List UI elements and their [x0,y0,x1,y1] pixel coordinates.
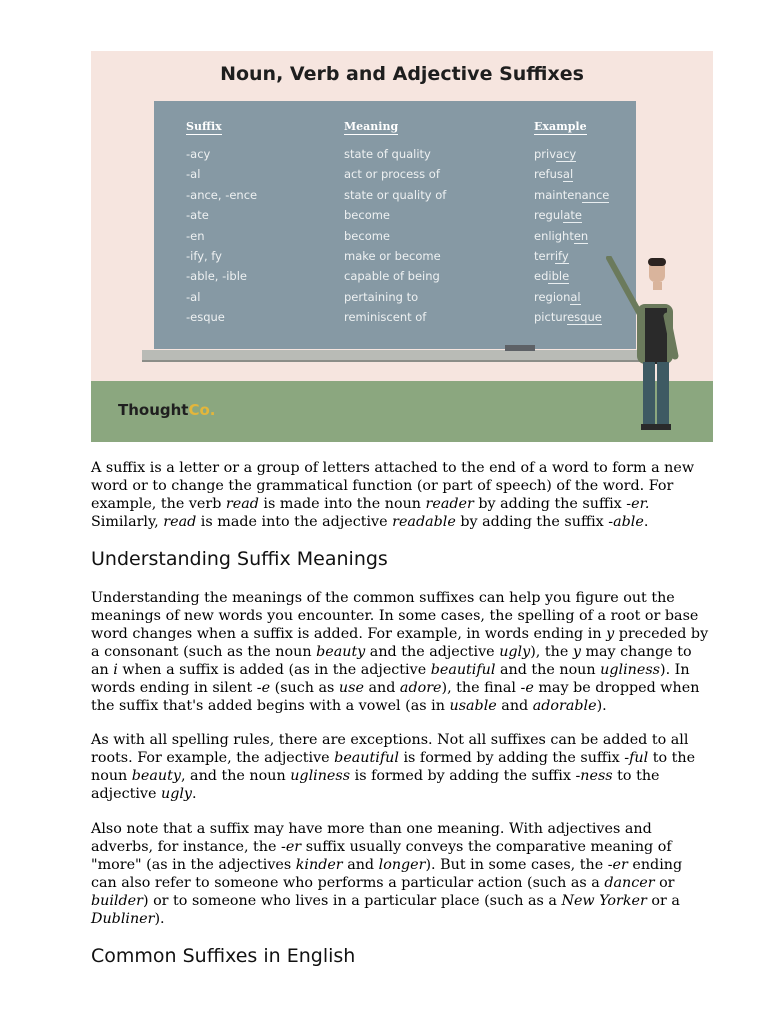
italic-term: -able [608,514,644,530]
text-run: by adding the suffix - [473,496,632,512]
row-example [534,147,576,161]
text-run: ), the [530,644,573,660]
italic-term: beautiful [334,750,399,766]
example-suffix-underlined: en [573,228,589,243]
example-base: ed [534,269,549,284]
row-suffix: -acy [186,147,211,161]
row-meaning: state of quality [344,147,431,161]
column-header-example: Example [534,120,587,133]
text-run: Similarly, [91,514,164,530]
italic-term: kinder [295,857,343,873]
text-run: to the noun [91,750,696,784]
row-meaning: become [344,208,391,223]
text-run: ending can also refer to someone who performs a particular action (such as a [91,857,683,891]
suffix-infographic [91,51,713,442]
italic-term: Dubliner [91,911,155,927]
example-base: pictur [534,310,568,325]
italic-term: ugliness [290,768,351,784]
example-base: enlight [534,228,574,243]
thoughtco-logo: ThoughtCo. [118,401,216,419]
text-run: (such as [270,680,339,696]
example-base: terr [534,249,555,263]
row-suffix: -esque [186,310,225,325]
text-run: when a suffix is added (as in the adjective [117,662,431,678]
italic-term: -e [520,680,534,696]
row-example [534,310,602,324]
example-base: mainten [534,187,582,202]
example-base: refus [534,167,563,182]
row-example [534,290,581,304]
intro-paragraph [91,459,711,531]
text-run: and [496,698,533,714]
text-run: and [363,680,400,696]
text-run: ). [596,698,607,714]
italic-term: read [163,514,197,530]
text-run: and the noun [495,662,601,678]
italic-term: -er [281,839,302,855]
text-run: or a [646,893,680,909]
text-run: As with all spelling rules, there are exceptions. Not all suffixes can be added to all roots. For example, the adjective [91,732,689,766]
text-run: may change to an [91,644,692,678]
row-meaning: capable of being [344,269,440,284]
italic-term: -ness [575,768,613,784]
row-meaning: become [344,228,391,243]
italic-term: New Yorker [561,893,647,909]
example-suffix-underlined: al [570,289,581,304]
italic-term: longer [378,857,426,873]
row-suffix: -al [186,289,201,304]
row-example [534,249,569,263]
row-example [534,269,569,283]
italic-term: -e [256,680,271,696]
text-run: by adding the suffix [455,514,609,530]
text-run: suffix usually conveys the comparative meaning of "more" (as in the adjectives [91,839,672,873]
example-base: regul [534,208,564,223]
italic-term: y [606,626,615,642]
example-suffix-underlined: acy [556,147,577,161]
row-meaning: make or become [344,249,441,263]
example-base: priv [534,147,557,161]
text-run: Understanding the meanings of the common suffixes can help you figure out the meanings of new words you encounter. In some cases, the spelling of a root or base word changes when a suffix is added. For example, in words ending in [91,590,699,642]
example-suffix-underlined: ance [581,187,610,202]
text-run: or [654,875,675,891]
italic-term: reader [425,496,474,512]
text-run: A suffix is a letter or a group of letters attached to the end of a word to form a new word or to change the grammatical function (or part of speech) of the word. For example, the verb [91,460,695,512]
column-header-suffix: Suffix [186,120,222,133]
italic-term: -ful [624,750,649,766]
italic-term: read [225,496,259,512]
text-run: and the adjective [365,644,500,660]
text-run: to the adjective [91,768,660,802]
text-run: is made into the noun [258,496,426,512]
row-suffix: -ate [186,208,209,223]
italic-term: usable [449,698,497,714]
italic-term: builder [91,893,143,909]
column-header-meaning: Meaning [344,120,399,133]
row-suffix: -al [186,167,201,182]
row-suffix: -ance, -ence [186,187,258,202]
italic-term: beauty [316,644,366,660]
text-run: is formed by adding the suffix [398,750,625,766]
italic-term: y [572,644,581,660]
row-meaning: act or process of [344,167,440,182]
meanings-paragraph [91,589,711,715]
italic-term: er. [631,496,650,512]
text-run: ). But in some cases, the [425,857,608,873]
example-base: region [534,289,571,304]
example-suffix-underlined: ate [563,208,582,223]
row-suffix: -able, -ible [186,269,247,284]
text-run: , and the noun [180,768,291,784]
row-example [534,229,588,243]
italic-term: beauty [131,768,181,784]
text-run: preceded by a consonant (such as the noun [91,626,709,660]
row-meaning: state or quality of [344,187,447,202]
heading-understanding-suffix-meanings: Understanding Suffix Meanings [91,548,388,570]
italic-term: adorable [532,698,597,714]
row-example [534,208,582,222]
text-run: . [643,514,649,530]
italic-term: adore [399,680,442,696]
italic-term: -er [607,857,628,873]
italic-term: i [113,662,118,678]
text-run: is made into the adjective [196,514,393,530]
italic-term: ugliness [600,662,661,678]
row-meaning: pertaining to [344,289,419,304]
italic-term: readable [392,514,456,530]
italic-term: ugly [499,644,531,660]
text-run: ), the final [441,680,521,696]
example-suffix-underlined: ify [554,249,569,263]
row-suffix: -en [186,228,205,243]
italic-term: ugly [160,786,192,802]
heading-common-suffixes: Common Suffixes in English [91,945,356,967]
infographic-title: Noun, Verb and Adjective Suffixes [220,63,584,85]
italic-term: use [338,680,364,696]
teacher-illustration [601,256,681,436]
chalk-tray [142,350,644,362]
eraser [505,345,535,351]
exceptions-paragraph [91,731,711,803]
italic-term: beautiful [430,662,496,678]
multiple-meanings-paragraph [91,820,711,928]
row-meaning: reminiscent of [344,310,427,325]
text-run: is formed by adding the suffix [350,768,576,784]
text-run: and [342,857,379,873]
text-run: ) or to someone who lives in a particular place (such as a [142,893,562,909]
text-run: ). In words ending in silent [91,662,690,696]
text-run: may be dropped when the suffix that's added begins with a vowel (as in [91,680,700,714]
row-example [534,188,609,202]
text-run: Also note that a suffix may have more than one meaning. With adjectives and adverbs, for instance, the [91,821,652,855]
text-run: ). [154,911,165,927]
example-suffix-underlined: al [562,167,574,182]
example-suffix-underlined: esque [567,310,602,325]
italic-term: dancer [604,875,655,891]
row-example [534,167,573,181]
example-suffix-underlined: ible [548,269,570,284]
text-run: . [192,786,197,802]
row-suffix: -ify, fy [186,249,222,263]
